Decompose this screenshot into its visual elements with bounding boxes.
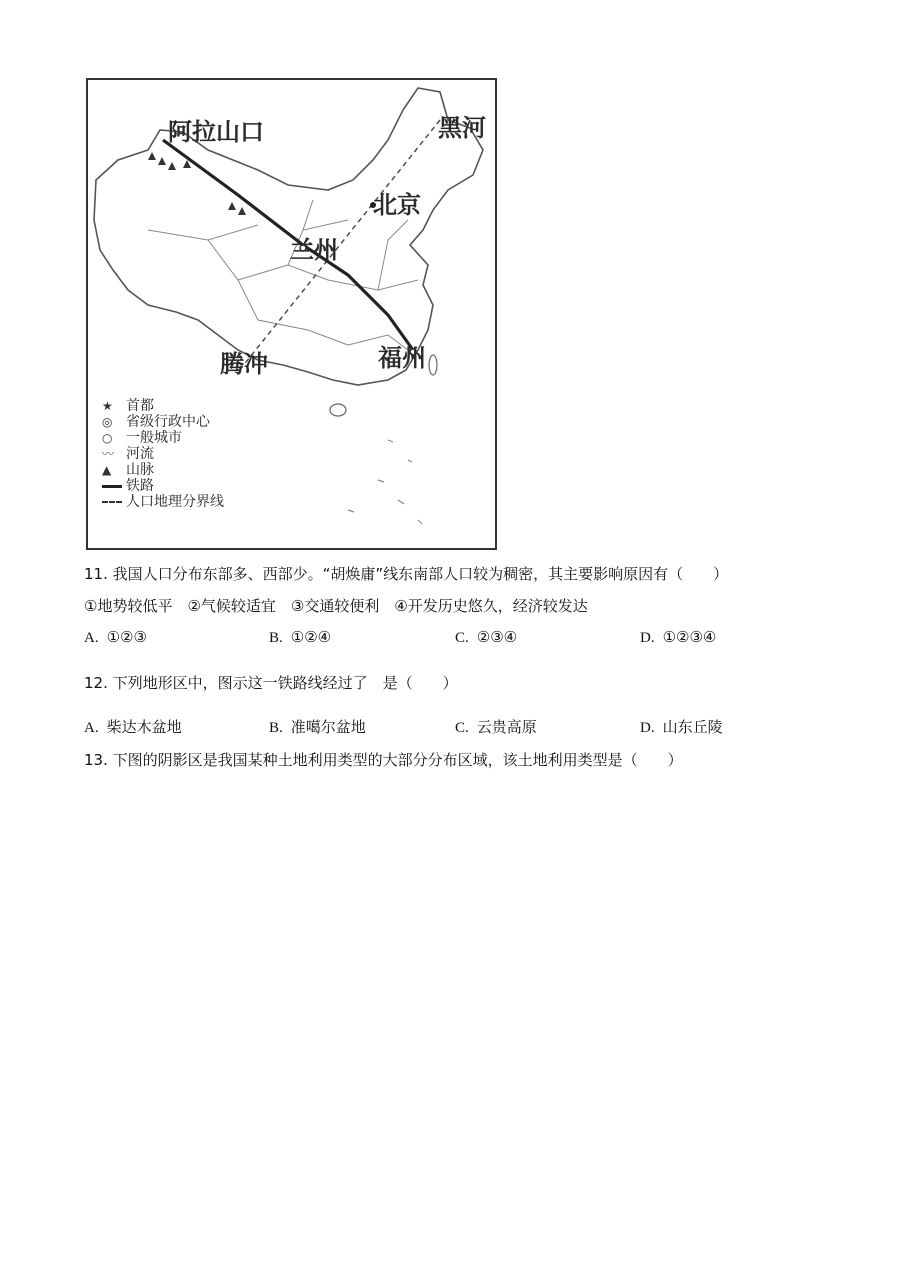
- star-icon: ★: [102, 399, 113, 413]
- legend-label: 首都: [126, 398, 154, 414]
- option-letter: A.: [84, 720, 99, 736]
- option-text: 柴达木盆地: [106, 718, 182, 736]
- population-boundary-line: [238, 120, 440, 372]
- question-12-option-d[interactable]: [640, 716, 723, 737]
- option-text: 准噶尔盆地: [290, 718, 366, 736]
- option-text: 云贵高原: [476, 718, 537, 736]
- legend-item-provincial-center: [102, 414, 224, 430]
- city-heihe: 黑河: [438, 114, 486, 142]
- option-text: ①②③: [106, 628, 147, 646]
- option-text: ①②④: [290, 628, 332, 646]
- legend-item-capital: [102, 398, 224, 414]
- taiwan-island: [429, 355, 437, 375]
- question-11-factors: ①地势较低平 ②气候较适宜 ③交通较便利 ④开发历史悠久，经济较发达: [84, 597, 588, 615]
- legend-item-boundary: [102, 494, 224, 510]
- question-12-option-a[interactable]: [84, 716, 182, 737]
- hainan-island: [330, 404, 346, 416]
- question-13-stem: 13. 下图的阴影区是我国某种土地利用类型的大部分分布区域，该土地利用类型是（ ）: [84, 751, 683, 769]
- double-circle-icon: ◎: [102, 415, 113, 429]
- option-text: 山东丘陵: [662, 718, 723, 736]
- circle-icon: ○: [102, 431, 113, 445]
- question-12-stem: 12. 下列地形区中，图示这一铁路线经过了 是（ ）: [84, 674, 458, 692]
- legend-item-mountain: [102, 462, 224, 478]
- question-11-option-b[interactable]: [269, 628, 331, 647]
- legend-label: 河流: [126, 446, 154, 462]
- city-tengchong: 腾冲: [220, 350, 268, 378]
- river-icon: 〰: [102, 447, 115, 461]
- option-text: ①②③④: [662, 628, 717, 646]
- china-population-map: [86, 78, 497, 550]
- legend-label: 一般城市: [126, 430, 182, 446]
- option-text: ②③④: [476, 628, 518, 646]
- option-letter: D.: [640, 720, 655, 736]
- map-legend: [102, 398, 224, 510]
- question-12-option-c[interactable]: [455, 716, 537, 737]
- legend-label: 铁路: [126, 478, 154, 494]
- question-11-option-c[interactable]: [455, 628, 517, 647]
- option-letter: B.: [269, 630, 283, 646]
- question-11-option-a[interactable]: [84, 628, 147, 647]
- question-11-option-d[interactable]: [640, 628, 716, 647]
- railway-line: [163, 140, 413, 350]
- city-lanzhou: 兰州: [290, 236, 338, 264]
- legend-item-city: [102, 430, 224, 446]
- city-beijing: 北京: [373, 191, 421, 219]
- option-letter: A.: [84, 630, 99, 646]
- mountain-icon: ▲: [102, 463, 112, 477]
- dashed-line-icon: [102, 501, 122, 503]
- city-alashankou: 阿拉山口: [168, 118, 264, 146]
- question-12-option-b[interactable]: [269, 716, 366, 737]
- option-letter: D.: [640, 630, 655, 646]
- option-letter: C.: [455, 720, 469, 736]
- legend-item-river: [102, 446, 224, 462]
- china-outline: [94, 88, 483, 385]
- mountain-marks: [148, 152, 246, 215]
- option-letter: B.: [269, 720, 283, 736]
- option-letter: C.: [455, 630, 469, 646]
- legend-item-railway: [102, 478, 224, 494]
- legend-label: 山脉: [126, 462, 154, 478]
- railway-icon: [102, 485, 122, 488]
- city-fuzhou: 福州: [378, 344, 426, 372]
- legend-label: 人口地理分界线: [126, 494, 224, 510]
- legend-label: 省级行政中心: [126, 414, 210, 430]
- question-11-stem: 11. 我国人口分布东部多、西部少。“胡焕庸”线东南部人口较为稠密，其主要影响原因有（ ）: [84, 565, 729, 583]
